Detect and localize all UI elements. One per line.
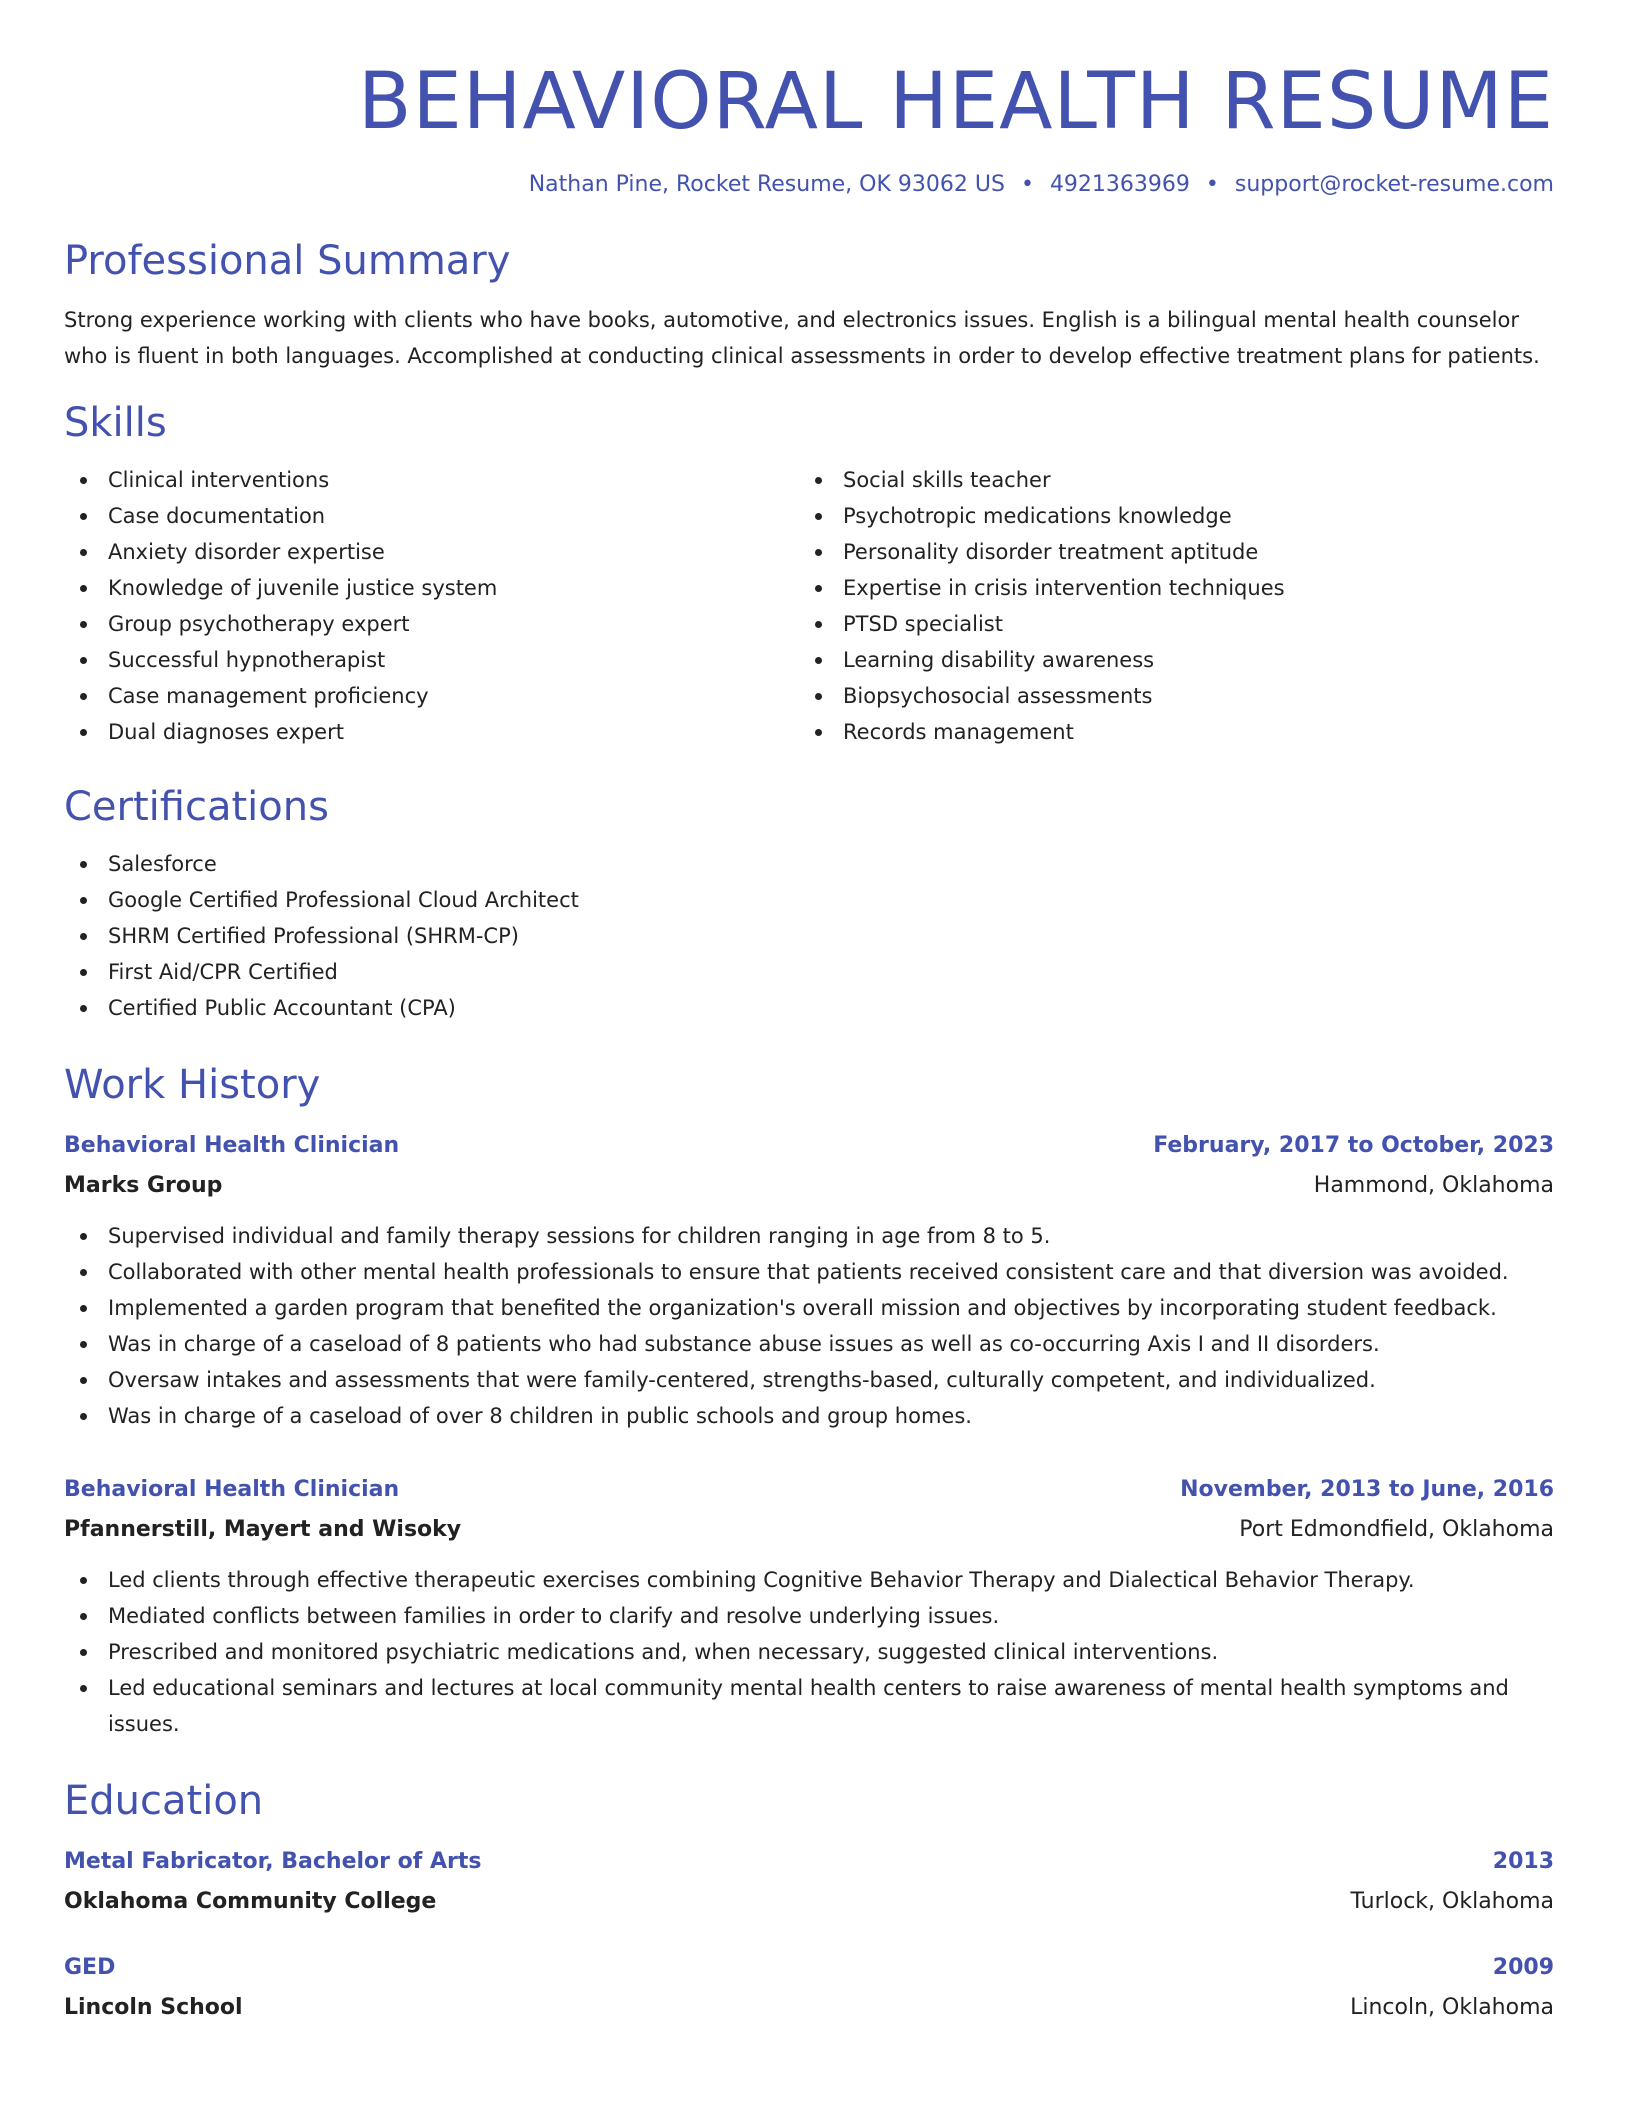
contact-separator: • xyxy=(1020,172,1034,197)
skills-heading: Skills xyxy=(64,400,167,446)
job-bullet: Was in charge of a caseload of 8 patients who had substance abuse issues as well as co-occurring Axis I and II disorders. xyxy=(64,1326,1554,1362)
summary-text: Strong experience working with clients who have books, automotive, and electronics issues. English is a bilingual mental health counselor who is fluent in both languages. Accomplished at conducting clinical assessments in order to develop effective treatment plans for patients. xyxy=(64,308,1540,368)
job-location: Port Edmondfield, Oklahoma xyxy=(1239,1517,1554,1542)
job-header xyxy=(64,1128,1554,1164)
job-dates: February, 2017 to October, 2023 xyxy=(1153,1133,1554,1158)
job-bullet: Mediated conflicts between families in order to clarify and resolve underlying issues. xyxy=(64,1598,1554,1634)
education-subheader xyxy=(64,1884,1554,1920)
education-entry xyxy=(64,1950,1554,2026)
education-heading: Education xyxy=(64,1778,264,1824)
contact-separator: • xyxy=(1205,172,1219,197)
contact-email[interactable]: support@rocket-resume.com xyxy=(1234,172,1554,197)
certification-item: Google Certified Professional Cloud Architect xyxy=(64,882,1554,918)
job-entry xyxy=(64,1128,1554,1434)
skill-item: Dual diagnoses expert xyxy=(64,714,799,750)
skill-item: Case documentation xyxy=(64,498,799,534)
job-company: Pfannerstill, Mayert and Wisoky xyxy=(64,1517,462,1542)
skill-item: Group psychotherapy expert xyxy=(64,606,799,642)
summary-heading: Professional Summary xyxy=(64,238,511,284)
skill-item: Biopsychosocial assessments xyxy=(799,678,1534,714)
education-degree: Metal Fabricator, Bachelor of Arts xyxy=(64,1849,482,1874)
resume-page xyxy=(64,54,1554,2026)
education-location: Turlock, Oklahoma xyxy=(1350,1889,1554,1914)
skill-item: Social skills teacher xyxy=(799,462,1534,498)
skill-item: Psychotropic medications knowledge xyxy=(799,498,1534,534)
skill-item: Clinical interventions xyxy=(64,462,799,498)
education-year: 2009 xyxy=(1492,1955,1554,1980)
skill-item: Successful hypnotherapist xyxy=(64,642,799,678)
skill-item: Anxiety disorder expertise xyxy=(64,534,799,570)
job-title: Behavioral Health Clinician xyxy=(64,1477,400,1502)
skill-item: Knowledge of juvenile justice system xyxy=(64,570,799,606)
job-location: Hammond, Oklahoma xyxy=(1313,1173,1554,1198)
contact-phone: 4921363969 xyxy=(1049,172,1190,197)
job-bullet: Supervised individual and family therapy sessions for children ranging in age from 8 to 5. xyxy=(64,1218,1554,1254)
job-bullets xyxy=(64,1218,1554,1434)
education-header xyxy=(64,1844,1554,1880)
skill-item: Case management proficiency xyxy=(64,678,799,714)
job-bullet: Implemented a garden program that benefited the organization's overall mission and objectives by incorporating student feedback. xyxy=(64,1290,1554,1326)
job-bullet: Was in charge of a caseload of over 8 children in public schools and group homes. xyxy=(64,1398,1554,1434)
job-bullet: Prescribed and monitored psychiatric medications and, when necessary, suggested clinical interventions. xyxy=(64,1634,1554,1670)
education-header xyxy=(64,1950,1554,1986)
certification-item: First Aid/CPR Certified xyxy=(64,954,1554,990)
contact-line xyxy=(64,170,1554,200)
certification-item: Salesforce xyxy=(64,846,1554,882)
education-subheader xyxy=(64,1990,1554,2026)
skill-item: Records management xyxy=(799,714,1534,750)
skill-item: Learning disability awareness xyxy=(799,642,1534,678)
job-bullet: Led clients through effective therapeutic exercises combining Cognitive Behavior Therapy and Dialectical Behavior Therapy. xyxy=(64,1562,1554,1598)
certification-item: Certified Public Accountant (CPA) xyxy=(64,990,1554,1026)
job-title: Behavioral Health Clinician xyxy=(64,1133,400,1158)
job-bullet: Collaborated with other mental health professionals to ensure that patients received consistent care and that diversion was avoided. xyxy=(64,1254,1554,1290)
job-header xyxy=(64,1472,1554,1508)
certifications-list xyxy=(64,846,1554,1026)
certification-item: SHRM Certified Professional (SHRM-CP) xyxy=(64,918,1554,954)
education-year: 2013 xyxy=(1492,1849,1554,1874)
job-bullet: Led educational seminars and lectures at local community mental health centers to raise awareness of mental health symptoms and issues. xyxy=(64,1670,1554,1742)
work-history-heading: Work History xyxy=(64,1062,321,1108)
job-bullets xyxy=(64,1562,1554,1742)
skills-list-left xyxy=(64,462,799,750)
contact-address: Nathan Pine, Rocket Resume, OK 93062 US xyxy=(528,172,1005,197)
job-subheader xyxy=(64,1168,1554,1204)
job-company: Marks Group xyxy=(64,1173,223,1198)
job-bullet: Oversaw intakes and assessments that were family-centered, strengths-based, culturally competent, and individualized. xyxy=(64,1362,1554,1398)
job-entry xyxy=(64,1472,1554,1742)
job-dates: November, 2013 to June, 2016 xyxy=(1180,1477,1554,1502)
skill-item: Personality disorder treatment aptitude xyxy=(799,534,1534,570)
skill-item: Expertise in crisis intervention techniques xyxy=(799,570,1534,606)
education-location: Lincoln, Oklahoma xyxy=(1350,1995,1554,2020)
skill-item: PTSD specialist xyxy=(799,606,1534,642)
skills-list-right xyxy=(799,462,1534,750)
certifications-heading: Certifications xyxy=(64,784,329,830)
education-degree: GED xyxy=(64,1955,116,1980)
job-subheader xyxy=(64,1512,1554,1548)
education-entry xyxy=(64,1844,1554,1920)
resume-title: BEHAVIORAL HEALTH RESUME xyxy=(358,57,1554,147)
education-school: Lincoln School xyxy=(64,1995,243,2020)
education-school: Oklahoma Community College xyxy=(64,1889,437,1914)
skills-columns xyxy=(64,462,1554,750)
